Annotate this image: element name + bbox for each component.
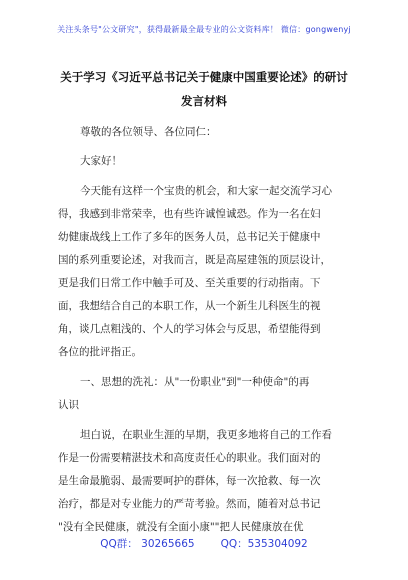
body-line: 坦白说，在职业生涯的早期，我更多地将自己的工作看 xyxy=(80,429,332,441)
body-line: "没有全民健康，就没有全面小康""把人民健康放在优 xyxy=(58,521,304,533)
body-line: 幼健康战线上工作了多年的医务人员，总书记关于健康中 xyxy=(58,231,321,243)
header-banner: 关注头条号"公文研究"，获得最新最全最专业的公文资料库！ 微信：gongwenyj xyxy=(57,25,351,34)
section-heading: 认识 xyxy=(58,399,79,411)
body-line: 国的系列重要论述，对我而言，既是高屋建瓴的顶层设计， xyxy=(58,254,331,266)
body-line: 得，我感到非常荣幸，也有些许诚惶诚恐。作为一名在妇 xyxy=(58,208,321,220)
body-line: 面，我想结合自己的本职工作，从一个新生儿科医生的视 xyxy=(58,300,321,312)
body-line: 作是一份需要精湛技术和高度责任心的职业。我们面对的 xyxy=(58,452,321,464)
body-line: 角，谈几点粗浅的、个人的学习体会与反思，希望能得到 xyxy=(58,323,321,335)
section-heading: 一、思想的洗礼：从"一份职业"到"一种使命"的再 xyxy=(80,376,310,388)
body-line: 今天能有这样一个宝贵的机会，和大家一起交流学习心 xyxy=(80,185,332,197)
greeting: 大家好！ xyxy=(80,155,122,167)
salutation: 尊敬的各位领导、各位同仁： xyxy=(80,126,217,138)
footer-qq-group: QQ群： 30265665 xyxy=(100,538,195,550)
body-line: 更是我们日常工作中触手可及、至关重要的行动指南。下 xyxy=(58,277,321,289)
body-line: 各位的批评指正。 xyxy=(58,346,142,358)
body-line: 治疗，都是对专业能力的严苛考验。然而，随着对总书记 xyxy=(58,498,321,510)
footer-contact xyxy=(0,536,408,551)
document-title-line-1: 关于学习《习近平总书记关于健康中国重要论述》的研讨 xyxy=(60,70,348,84)
document-title-line-2: 发言材料 xyxy=(181,94,227,108)
footer-qq: QQ：535304092 xyxy=(220,538,308,550)
body-line: 是生命最脆弱、最需要呵护的群体，每一次抢救、每一次 xyxy=(58,475,321,487)
